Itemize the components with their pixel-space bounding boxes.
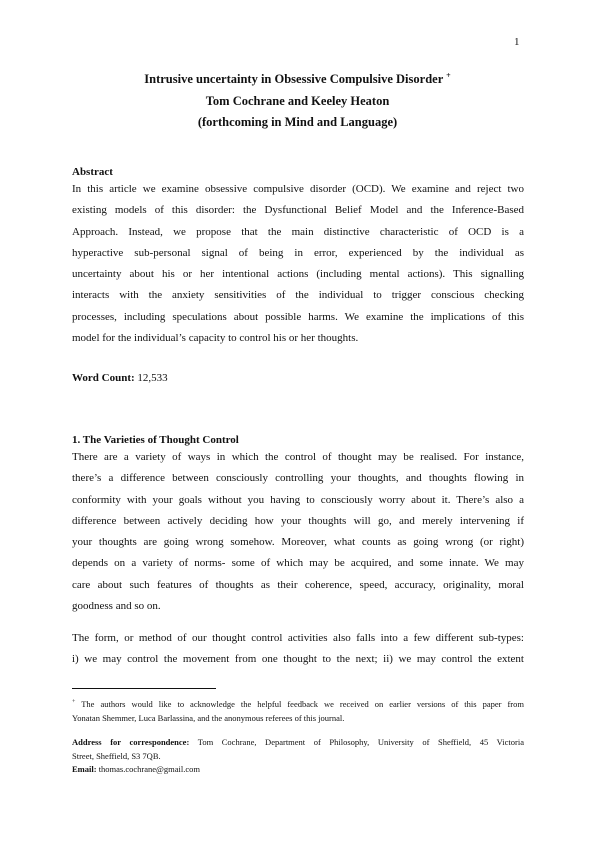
abstract-line: uncertainty about his or her intentional actions (including mental actions). This signalling: [72, 268, 524, 280]
section-1-paragraph-1: [72, 447, 524, 617]
body-line: care about such features of thoughts as their coherence, speed, accuracy, originality, moral: [72, 578, 524, 591]
body-line: goodness and so on.: [72, 599, 161, 612]
paper-title-text: Intrusive uncertainty in Obsessive Compulsive Disorder: [144, 72, 444, 86]
word-count: [72, 372, 168, 385]
title-block: [72, 69, 523, 134]
body-line: depends on a variety of norms- some of which may be acquired, and some innate. We may: [72, 557, 524, 570]
address-line-2: Street, Sheffield, S3 7QB.: [72, 750, 161, 761]
abstract-line: Approach. Instead, we propose that the main distinctive characteristic of OCD is a: [72, 225, 524, 238]
publication-venue: (forthcoming in Mind and Language): [197, 115, 398, 129]
abstract-body: [72, 179, 524, 349]
body-line: your thoughts are going wrong somehow. Moreover, what counts as going wrong (or right): [72, 536, 524, 548]
page-number: 1: [514, 36, 520, 48]
footnote-line-text: The authors would like to acknowledge the helpful feedback we received on earlier versions of this paper from: [81, 699, 524, 709]
address-label: Address for correspondence:: [72, 737, 190, 747]
body-line: The form, or method of our thought control activities also falls into a few different sub-types:: [72, 632, 524, 644]
email-label: Email:: [72, 764, 97, 774]
abstract-line: existing models of this disorder: the Dysfunctional Belief Model and the Inference-Based: [72, 204, 524, 217]
authors: Tom Cochrane and Keeley Heaton: [205, 93, 390, 108]
title-footnote-mark: +: [446, 70, 451, 80]
abstract-heading: Abstract: [72, 166, 113, 178]
word-count-value: 12,533: [137, 372, 168, 384]
body-line: difference between actively deciding how your thoughts will go, and merely intervening if: [72, 514, 524, 527]
email-address: thomas.cochrane@gmail.com: [98, 764, 200, 774]
body-line: conformity with your goals without you having to consciously worry about it. There’s also a: [72, 493, 524, 506]
address-line: [72, 736, 524, 750]
body-line: i) we may control the movement from one thought to the next; ii) we may control the extent: [72, 653, 524, 666]
footnote-mark: +: [72, 699, 76, 706]
footnote-line: Yonatan Shemmer, Luca Barlassina, and the anonymous referees of this journal.: [72, 712, 345, 723]
section-1-paragraph-2: [72, 628, 524, 671]
email-line: [72, 763, 524, 777]
footnote-line: [72, 698, 524, 712]
footnote-divider: [72, 688, 216, 689]
abstract-line: In this article we examine obsessive compulsive disorder (OCD). We examine and reject two: [72, 183, 524, 195]
acknowledgement-footnote: [72, 698, 524, 725]
body-line: There are a variety of ways in which the control of thought may be realised. For instance,: [72, 451, 524, 463]
abstract-line: model for the individual’s capacity to control his or her thoughts.: [72, 331, 359, 344]
abstract-line: processes, including speculations about possible harms. We examine the implications of this: [72, 310, 524, 323]
word-count-label: Word Count:: [72, 372, 135, 384]
abstract-line: interacts with the anxiety sensitivities of the individual to trigger conscious checking: [72, 289, 524, 302]
section-1-heading: 1. The Varieties of Thought Control: [72, 434, 239, 446]
abstract-line: hyperactive sub-personal signal of being in error, experienced by the individual as: [72, 246, 524, 259]
body-line: there’s a difference between consciously controlling your thoughts, and thoughts flowing in: [72, 472, 524, 485]
correspondence-block: [72, 736, 524, 777]
address-text: Tom Cochrane, Department of Philosophy, University of Sheffield, 45 Victoria: [197, 737, 524, 747]
paper-title: [72, 69, 523, 91]
